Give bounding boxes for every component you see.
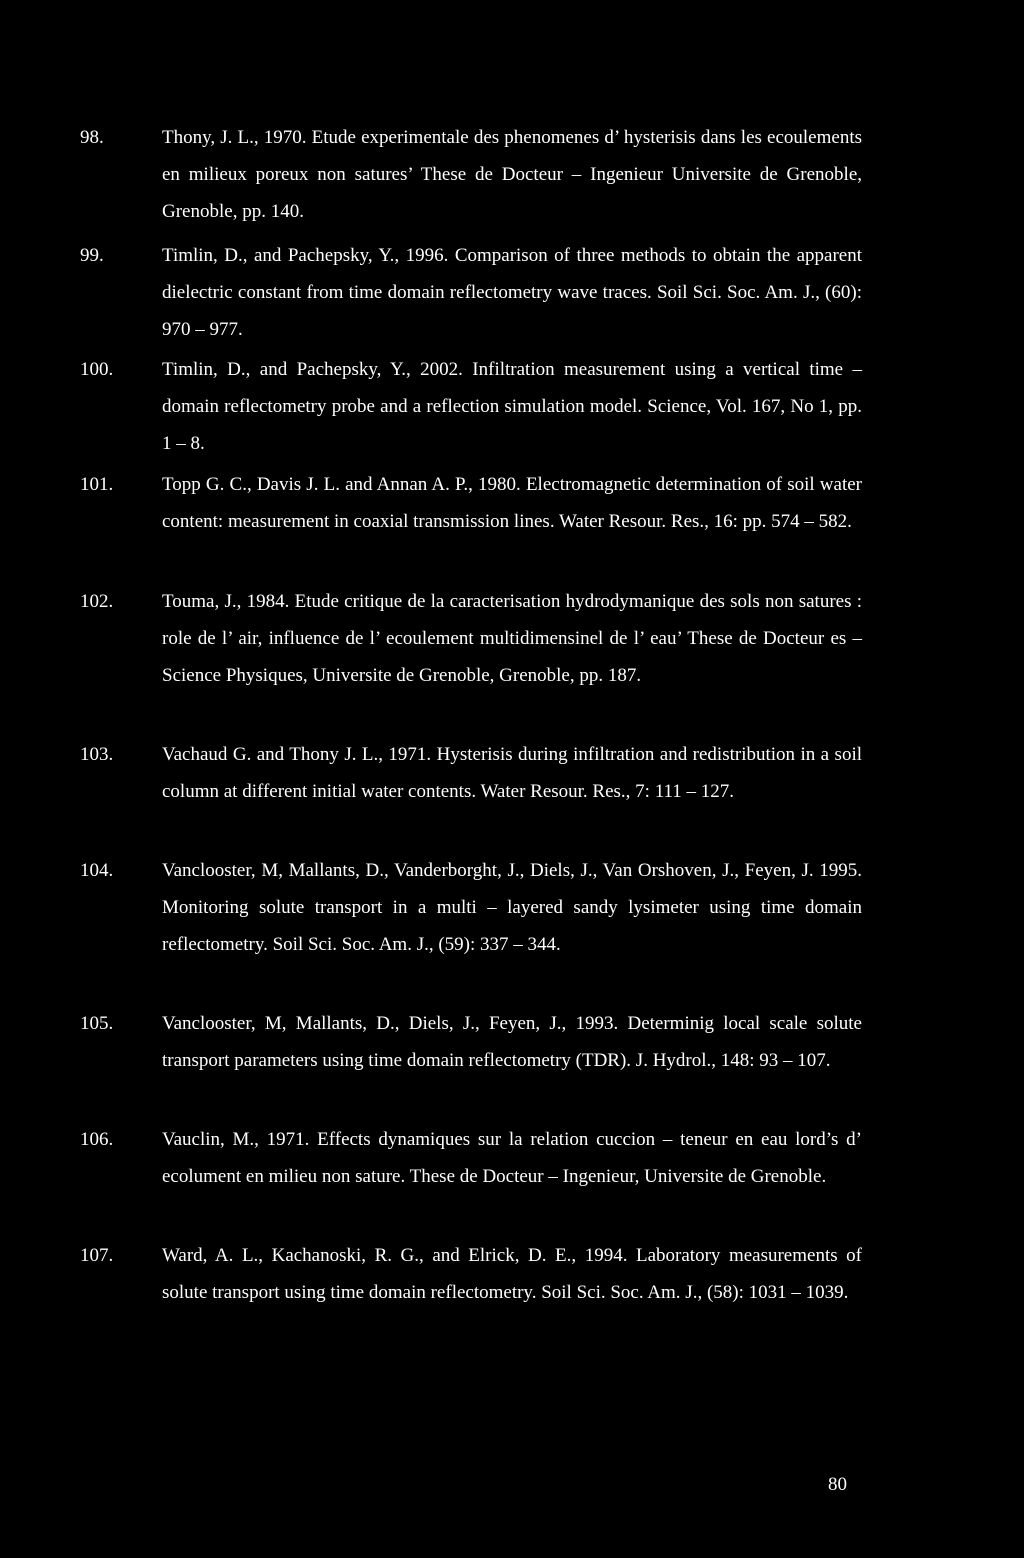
reference-number: 106. <box>80 1129 114 1150</box>
reference-number: 98. <box>80 127 104 148</box>
reference-text: Topp G. C., Davis J. L. and Annan A. P., 1980. Electromagnetic determination of soil water content: measurement in coaxial transmission lines. Water Resour. Res., 16: pp. 574 – 582. <box>162 474 862 532</box>
reference-number: 107. <box>80 1245 114 1266</box>
reference-text: Timlin, D., and Pachepsky, Y., 2002. Infiltration measurement using a vertical time – domain reflectometry probe and a reflection simulation model. Science, Vol. 167, No 1, pp. 1 – 8. <box>162 359 862 454</box>
reference-text: Timlin, D., and Pachepsky, Y., 1996. Comparison of three methods to obtain the apparent dielectric constant from time domain reflectometry wave traces. Soil Sci. Soc. Am. J., (60): 970 – 977. <box>162 245 862 340</box>
reference-text: Vauclin, M., 1971. Effects dynamiques sur la relation cuccion – teneur en eau lord’s d’ ecolument en milieu non sature. These de Docteur – Ingenieur, Universite de Grenoble. <box>162 1129 862 1187</box>
reference-number: 103. <box>80 744 114 765</box>
reference-number: 100. <box>80 359 114 380</box>
reference-text: Ward, A. L., Kachanoski, R. G., and Elrick, D. E., 1994. Laboratory measurements of solute transport using time domain reflectometry. Soil Sci. Soc. Am. J., (58): 1031 – 1039. <box>162 1245 862 1303</box>
page-number: 80 <box>828 1474 847 1495</box>
reference-text: Thony, J. L., 1970. Etude experimentale des phenomenes d’ hysterisis dans les ecoulements en milieux poreux non satures’ These de Docteur – Ingenieur Universite de Grenoble, Grenoble, pp. 140. <box>162 127 862 222</box>
reference-text: Vanclooster, M, Mallants, D., Diels, J., Feyen, J., 1993. Determinig local scale solute transport parameters using time domain reflectometry (TDR). J. Hydrol., 148: 93 – 107. <box>162 1013 862 1071</box>
reference-number: 102. <box>80 591 114 612</box>
reference-text: Touma, J., 1984. Etude critique de la caracterisation hydrodymanique des sols non satures : role de l’ air, influence de l’ ecoulement multidimensinel de l’ eau’ These de Docteur es – Science Physiques, Universite de Grenoble, Grenoble, pp. 187. <box>162 591 862 686</box>
reference-text: Vanclooster, M, Mallants, D., Vanderborght, J., Diels, J., Van Orshoven, J., Feyen, J. 1995. Monitoring solute transport in a multi – layered sandy lysimeter using time domain reflectometry. Soil Sci. Soc. Am. J., (59): 337 – 344. <box>162 860 862 955</box>
reference-number: 99. <box>80 245 104 266</box>
reference-number: 101. <box>80 474 114 495</box>
reference-text: Vachaud G. and Thony J. L., 1971. Hysterisis during infiltration and redistribution in a soil column at different initial water contents. Water Resour. Res., 7: 111 – 127. <box>162 744 862 802</box>
reference-number: 104. <box>80 860 114 881</box>
reference-number: 105. <box>80 1013 114 1034</box>
